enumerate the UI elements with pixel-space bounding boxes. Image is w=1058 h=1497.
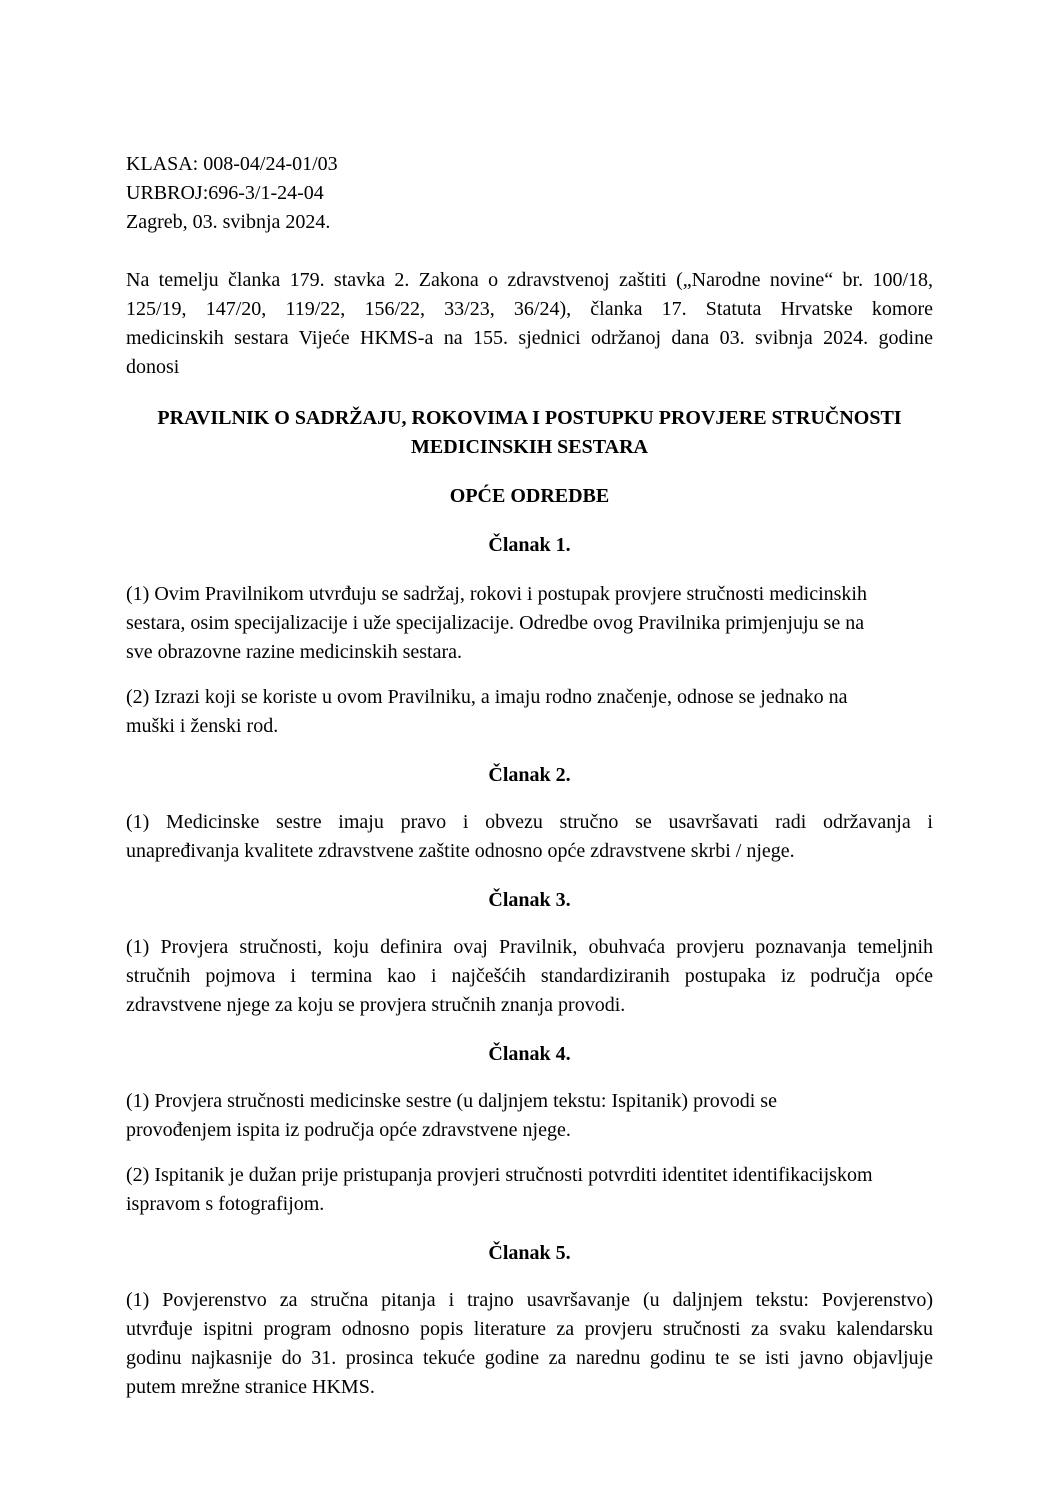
paragraph-line: provođenjem ispita iz područja opće zdravstvene njege.	[126, 1119, 571, 1141]
section-heading: OPĆE ODREDBE	[449, 485, 610, 507]
paragraph-line: ispravom s fotografijom.	[126, 1193, 325, 1215]
paragraph-line: utvrđuje ispitni program odnosno popis literature za provjeru stručnosti za svaku kalendarsku	[126, 1318, 933, 1340]
intro-line: donosi	[126, 356, 180, 378]
article-paragraph	[126, 808, 933, 866]
article-paragraph	[126, 683, 933, 741]
paragraph-line: (2) Izrazi koji se koriste u ovom Pravilniku, a imaju rodno značenje, odnose se jednako na	[126, 686, 848, 708]
article-heading: Članak 3.	[488, 889, 571, 911]
paragraph-line: (1) Provjera stručnosti, koju definira ovaj Pravilnik, obuhvaća provjeru poznavanja temeljnih	[126, 936, 933, 958]
paragraph-line: unapređivanja kvalitete zdravstvene zaštite odnosno opće zdravstvene skrbi / njege.	[126, 840, 795, 862]
paragraph-line: (1) Medicinske sestre imaju pravo i obvezu stručno se usavršavati radi održavanja i	[126, 811, 933, 833]
article-heading: Članak 4.	[488, 1043, 571, 1065]
paragraph-line: sve obrazovne razine medicinskih sestara.	[126, 641, 462, 663]
klasa-line: KLASA: 008-04/24-01/03	[126, 153, 338, 175]
paragraph-line: putem mrežne stranice HKMS.	[126, 1376, 375, 1398]
place-date-line: Zagreb, 03. svibnja 2024.	[126, 211, 331, 233]
intro-line: Na temelju članka 179. stavka 2. Zakona o zdravstvenoj zaštiti („Narodne novine“ br. 100/18,	[126, 269, 933, 291]
paragraph-line: godinu najkasnije do 31. prosinca tekuće godine za narednu godinu te se isti javno objavljuje	[126, 1347, 933, 1369]
article-paragraph	[126, 933, 933, 1020]
intro-paragraph	[126, 266, 933, 382]
article-paragraph	[126, 1161, 933, 1219]
article-paragraph	[126, 1087, 933, 1145]
intro-line: medicinskih sestara Vijeće HKMS-a na 155. sjednici održanoj dana 03. svibnja 2024. godine	[126, 327, 933, 349]
paragraph-line: sestara, osim specijalizacije i uže specijalizacije. Odredbe ovog Pravilnika primjenjuju se na	[126, 612, 865, 634]
title-line: PRAVILNIK O SADRŽAJU, ROKOVIMA I POSTUPKU PROVJERE STRUČNOSTI	[157, 407, 902, 429]
paragraph-line: (1) Ovim Pravilnikom utvrđuju se sadržaj, rokovi i postupak provjere stručnosti medicinskih	[126, 583, 867, 605]
article-heading: Članak 5.	[488, 1242, 571, 1264]
paragraph-line: muški i ženski rod.	[126, 715, 279, 737]
article-paragraph	[126, 1286, 933, 1402]
urbroj-line: URBROJ:696-3/1-24-04	[126, 182, 324, 204]
article-heading: Članak 2.	[488, 764, 571, 786]
document-header	[126, 150, 933, 237]
document-title	[126, 404, 933, 462]
paragraph-line: (1) Povjerenstvo za stručna pitanja i trajno usavršavanje (u daljnjem tekstu: Povjerenstvo)	[126, 1289, 933, 1311]
paragraph-line: stručnih pojmova i termina kao i najčešćih standardiziranih postupaka iz područja opće	[126, 965, 933, 987]
document-content	[126, 150, 933, 1402]
title-line: MEDICINSKIH SESTARA	[411, 436, 648, 458]
paragraph-line: zdravstvene njege za koju se provjera stručnih znanja provodi.	[126, 994, 626, 1016]
intro-line: 125/19, 147/20, 119/22, 156/22, 33/23, 36/24), članka 17. Statuta Hrvatske komore	[126, 298, 933, 320]
article-paragraph	[126, 580, 933, 667]
article-heading: Članak 1.	[488, 534, 571, 556]
paragraph-line: (2) Ispitanik je dužan prije pristupanja provjeri stručnosti potvrditi identitet identifikacijskom	[126, 1164, 873, 1186]
paragraph-line: (1) Provjera stručnosti medicinske sestre (u daljnjem tekstu: Ispitanik) provodi se	[126, 1090, 777, 1112]
